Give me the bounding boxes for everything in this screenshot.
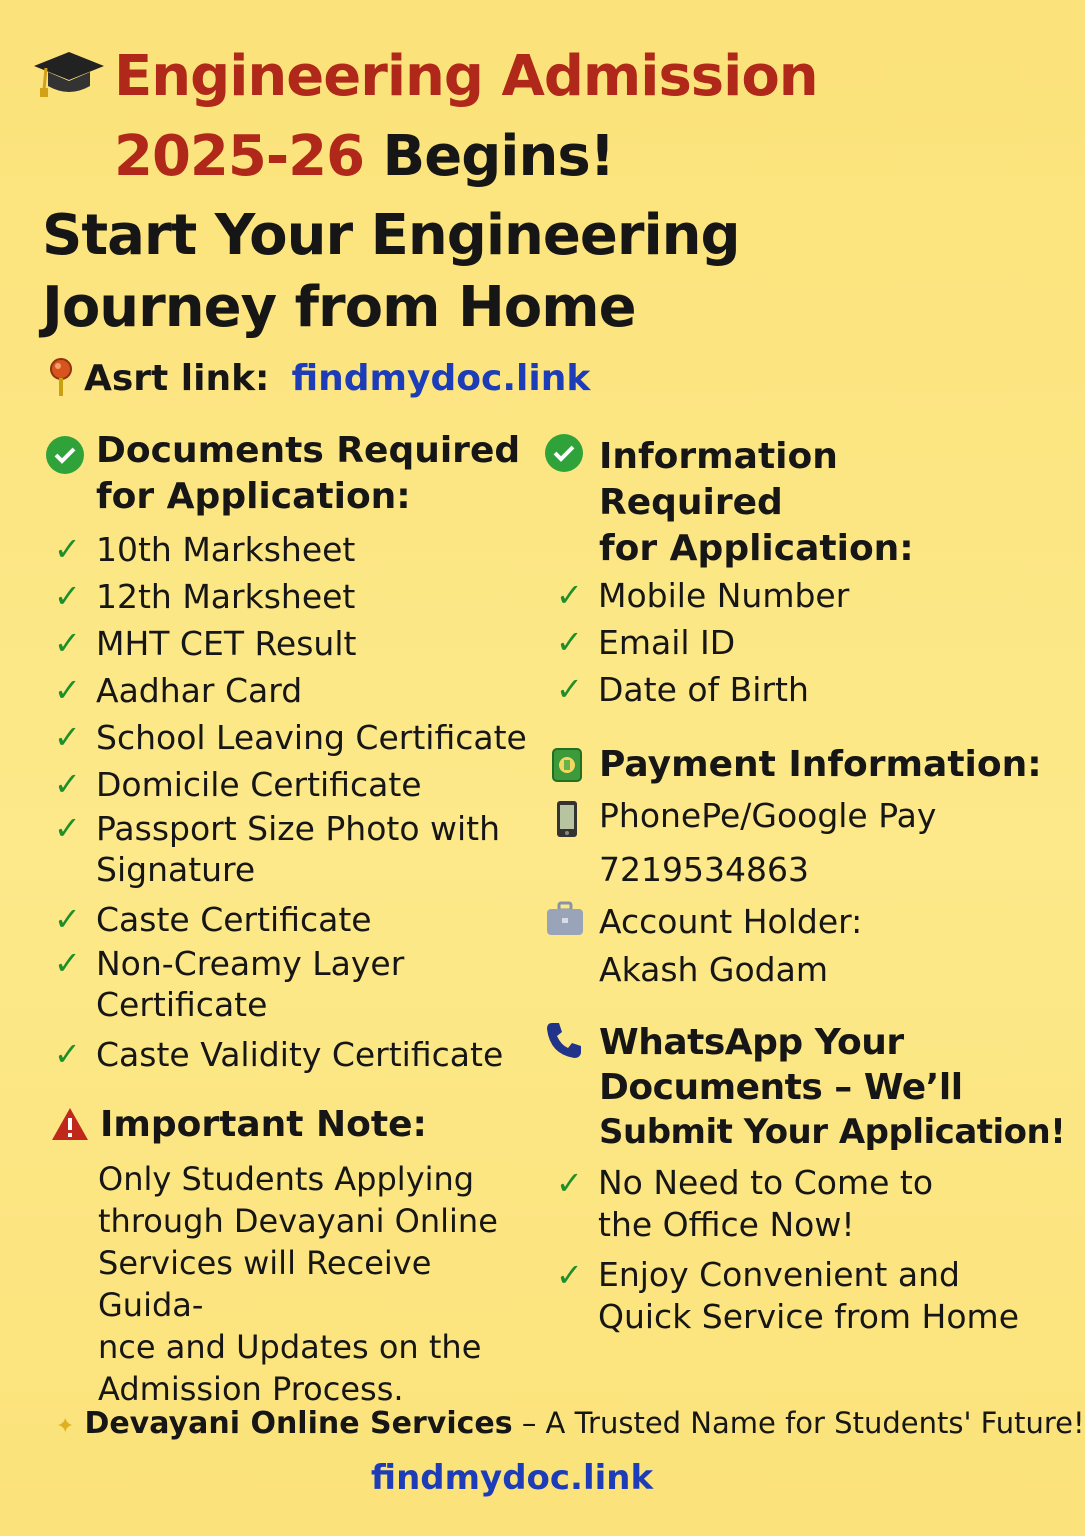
account-holder-name: Akash Godam [599, 950, 829, 989]
check-icon: ✓ [54, 718, 81, 756]
list-item: ✓ Passport Size Photo with Signature [54, 809, 501, 889]
check-icon: ✓ [54, 530, 81, 568]
information-heading-line-1: Information [599, 436, 838, 477]
check-icon: ✓ [54, 577, 81, 615]
footer-tagline-text: – A Trusted Name for Students' Future! [512, 1406, 1085, 1440]
link-url[interactable]: findmydoc.link [291, 358, 591, 399]
check-circle-icon [545, 434, 583, 472]
information-heading-line-2: Required [599, 482, 783, 523]
list-item: ✓ Domicile Certificate [52, 761, 532, 808]
check-icon: ✓ [556, 1164, 583, 1202]
information-heading-line-3: for Application: [599, 528, 914, 569]
list-item: ✓ 12th Marksheet [52, 573, 532, 620]
phone-icon [544, 1020, 584, 1060]
check-icon: ✓ [556, 670, 583, 708]
whatsapp-heading-line-1: WhatsApp Your [599, 1022, 904, 1063]
check-icon: ✓ [54, 765, 81, 803]
documents-heading [96, 428, 520, 520]
payment-method: PhonePe/Google Pay [599, 796, 937, 835]
mobile-phone-icon [556, 800, 578, 838]
note-heading: Important Note: [100, 1104, 427, 1145]
list-item: ✓ 10th Marksheet [52, 526, 532, 573]
whatsapp-heading-line-3: Submit Your Application! [599, 1112, 1066, 1152]
whatsapp-heading [599, 1020, 1065, 1155]
note-text: Only Students Applying through Devayani Online Services will Receive Guida- nce and Updates on the Admission Process. [98, 1160, 498, 1408]
list-item: ✓ Email ID [554, 619, 994, 666]
payment-heading: Payment Information: [599, 744, 1042, 785]
list-item: ✓ MHT CET Result [52, 620, 532, 667]
documents-heading-line-2: for Application: [96, 476, 411, 517]
graduation-cap-icon [32, 50, 106, 98]
list-item: ✓ No Need to Come to the Office Now! [556, 1163, 934, 1244]
list-item: ✓ Caste Validity Certificate [52, 1031, 532, 1078]
footer-url[interactable]: findmydoc.link [370, 1458, 654, 1498]
pushpin-icon [48, 358, 74, 398]
documents-list [52, 526, 532, 1078]
information-heading [599, 434, 914, 572]
payment-number: 7219534863 [599, 850, 809, 889]
title-line-2 [114, 124, 614, 189]
check-icon: ✓ [556, 576, 583, 614]
title-rest: Begins! [364, 124, 615, 189]
warning-icon [50, 1106, 90, 1142]
check-icon: ✓ [556, 1256, 583, 1294]
subtitle: Start Your Engineering Journey from Home [42, 203, 740, 340]
list-item: ✓ Mobile Number [554, 572, 994, 619]
account-holder-label: Account Holder: [599, 902, 863, 941]
sparkle-icon: ✦ [56, 1414, 75, 1439]
check-icon: ✓ [556, 623, 583, 661]
check-icon: ✓ [54, 624, 81, 662]
check-circle-icon [46, 436, 84, 474]
check-icon: ✓ [54, 671, 81, 709]
information-list [554, 572, 994, 713]
link-label: Asrt link: [84, 358, 270, 399]
check-icon: ✓ [54, 809, 81, 847]
list-item: ✓ Non-Creamy Layer Certificate [54, 944, 405, 1024]
list-item: ✓ Enjoy Convenient and Quick Service from Home [556, 1255, 1019, 1336]
footer-brand: Devayani Online Services [84, 1406, 513, 1441]
briefcase-icon [546, 902, 584, 936]
title-line-1: Engineering Admission [114, 44, 818, 109]
check-icon: ✓ [54, 900, 81, 938]
list-item: ✓ Caste Certificate [52, 896, 532, 943]
footer-tagline [56, 1406, 1085, 1441]
money-icon [552, 748, 582, 782]
documents-heading-line-1: Documents Required [96, 430, 521, 471]
title-year: 2025-26 [114, 124, 365, 189]
link-row [48, 358, 590, 399]
list-item: ✓ Date of Birth [554, 666, 994, 713]
check-icon: ✓ [54, 1035, 81, 1073]
list-item: ✓ School Leaving Certificate [52, 714, 532, 761]
list-item: ✓ Aadhar Card [52, 667, 532, 714]
whatsapp-list [554, 1162, 1019, 1338]
check-icon: ✓ [54, 944, 81, 982]
whatsapp-heading-line-2: Documents – We’ll [599, 1067, 963, 1108]
